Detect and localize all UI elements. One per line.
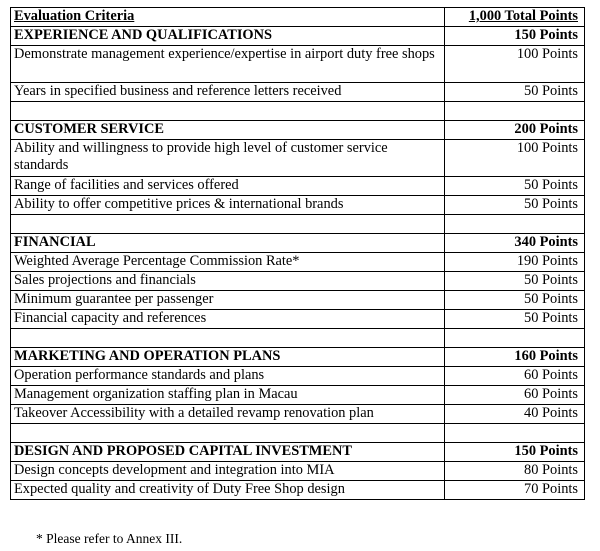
criterion-points: 50 Points [445,272,585,291]
criterion-points: 100 Points [445,46,585,83]
criterion-label: Range of facilities and services offered [11,177,445,196]
criterion-row [11,272,585,291]
criterion-row [11,177,585,196]
spacer-row [11,424,585,443]
criterion-row [11,367,585,386]
criterion-points: 80 Points [445,462,585,481]
criterion-label: Demonstrate management experience/expertise in airport duty free shops [11,46,445,83]
criterion-row [11,462,585,481]
category-label: DESIGN AND PROPOSED CAPITAL INVESTMENT [11,443,445,462]
spacer-cell [445,329,585,348]
criterion-label: Sales projections and financials [11,272,445,291]
category-row [11,121,585,140]
spacer-cell [445,424,585,443]
criterion-row [11,46,585,83]
criterion-points: 50 Points [445,310,585,329]
spacer-row [11,102,585,121]
criterion-points: 50 Points [445,177,585,196]
criterion-label: Expected quality and creativity of Duty Free Shop design [11,481,445,500]
criterion-row [11,196,585,215]
criterion-row [11,386,585,405]
category-label: CUSTOMER SERVICE [11,121,445,140]
total-points-column-header-text: 1,000 Total Points [468,8,578,24]
criterion-row [11,83,585,102]
table-header-row [11,8,585,27]
category-points: 150 Points [445,443,585,462]
footnote: * Please refer to Annex III. [36,531,183,546]
spacer-row [11,329,585,348]
criterion-row [11,481,585,500]
spacer-cell [11,215,445,234]
criterion-row [11,310,585,329]
category-row [11,348,585,367]
spacer-cell [11,424,445,443]
criterion-row [11,291,585,310]
criterion-points: 40 Points [445,405,585,424]
spacer-cell [445,215,585,234]
evaluation-criteria-table [10,7,585,500]
criterion-points: 50 Points [445,196,585,215]
criterion-label: Years in specified business and reference letters received [11,83,445,102]
criterion-label: Ability and willingness to provide high level of customer service standards [11,140,445,177]
criterion-points: 60 Points [445,367,585,386]
criterion-label: Operation performance standards and plans [11,367,445,386]
category-points: 160 Points [445,348,585,367]
category-label: MARKETING AND OPERATION PLANS [11,348,445,367]
criterion-label: Weighted Average Percentage Commission Rate* [11,253,445,272]
spacer-row [11,215,585,234]
criterion-points: 50 Points [445,83,585,102]
criterion-points: 70 Points [445,481,585,500]
category-row [11,234,585,253]
category-row [11,27,585,46]
category-points: 200 Points [445,121,585,140]
criteria-column-header [11,8,445,27]
spacer-cell [445,102,585,121]
criteria-column-header-text: Evaluation Criteria [14,8,135,24]
criterion-points: 190 Points [445,253,585,272]
criterion-label: Management organization staffing plan in Macau [11,386,445,405]
criterion-label: Design concepts development and integration into MIA [11,462,445,481]
total-points-column-header [445,8,585,27]
criterion-row [11,405,585,424]
category-row [11,443,585,462]
category-points: 340 Points [445,234,585,253]
criterion-label: Ability to offer competitive prices & international brands [11,196,445,215]
criterion-points: 60 Points [445,386,585,405]
criterion-label: Takeover Accessibility with a detailed revamp renovation plan [11,405,445,424]
criterion-points: 50 Points [445,291,585,310]
category-label: FINANCIAL [11,234,445,253]
criterion-row [11,140,585,177]
spacer-cell [11,102,445,121]
criterion-row [11,253,585,272]
spacer-cell [11,329,445,348]
criterion-label: Minimum guarantee per passenger [11,291,445,310]
category-points: 150 Points [445,27,585,46]
category-label: EXPERIENCE AND QUALIFICATIONS [11,27,445,46]
criterion-points: 100 Points [445,140,585,177]
criterion-label: Financial capacity and references [11,310,445,329]
